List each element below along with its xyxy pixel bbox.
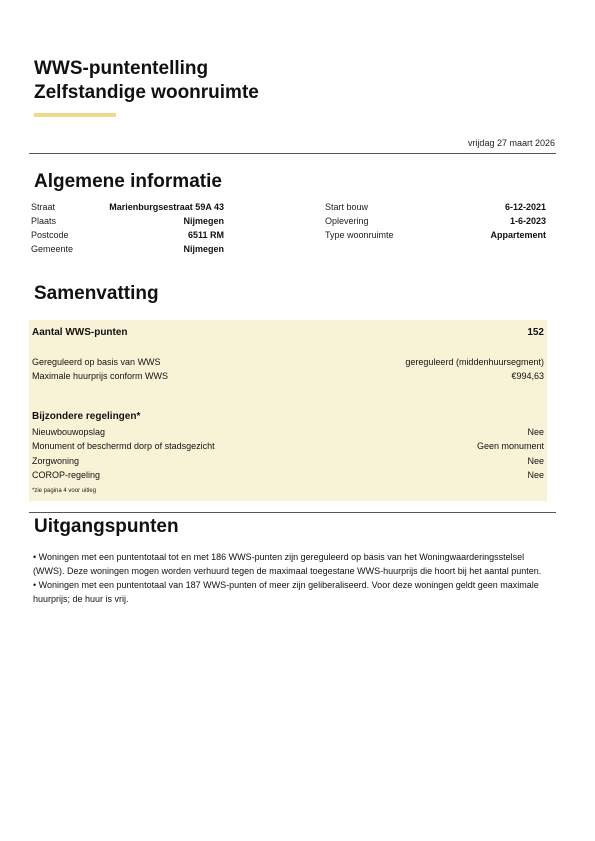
title-accent-bar bbox=[34, 113, 116, 117]
info-row-city bbox=[31, 214, 224, 228]
special-heading bbox=[32, 411, 544, 422]
info-row-street bbox=[31, 200, 224, 214]
special-row bbox=[32, 456, 544, 466]
info-value: Appartement bbox=[490, 230, 546, 240]
section-heading-summary: Samenvatting bbox=[34, 283, 159, 304]
page-title bbox=[34, 57, 259, 105]
regulated-value: gereguleerd (middenhuursegment) bbox=[405, 357, 544, 367]
info-label: Type woonruimte bbox=[325, 230, 394, 240]
summary-panel bbox=[29, 320, 547, 501]
points-value: 152 bbox=[527, 327, 544, 338]
special-value: Nee bbox=[527, 427, 544, 437]
principle-bullet: • Woningen met een puntentotaal tot en met 186 WWS-punten zijn gereguleerd op basis van het Woningwaarderingsstelsel (WWS). Deze woningen mogen worden verhuurd tegen de maximaal toegestane WWS-huurprijs die hoort bij het aantal punten. bbox=[33, 552, 542, 576]
regulated-row bbox=[32, 357, 544, 367]
info-value: Nijmegen bbox=[183, 216, 224, 226]
info-value: 1-6-2023 bbox=[509, 216, 546, 226]
footnote: *zie pagina 4 voor uitleg bbox=[32, 488, 97, 494]
info-value: Marienburgsestraat 59A 43 bbox=[109, 202, 224, 212]
principles-list bbox=[33, 550, 548, 606]
divider-summary bbox=[29, 512, 556, 513]
principle-bullet: • Woningen met een puntentotaal van 187 WWS-punten of meer zijn geliberaliseerd. Voor deze woningen geldt geen maximale huurprijs; de huur is vrij. bbox=[33, 580, 539, 604]
special-label: COROP-regeling bbox=[32, 470, 101, 480]
points-label: Aantal WWS-punten bbox=[32, 327, 128, 338]
special-label: Zorgwoning bbox=[32, 456, 80, 466]
info-label: Gemeente bbox=[31, 244, 74, 254]
special-label: Nieuwbouwopslag bbox=[32, 427, 106, 437]
document-date: vrijdag 27 maart 2026 bbox=[467, 138, 555, 148]
regulated-label: Gereguleerd op basis van WWS bbox=[32, 357, 161, 367]
section-heading-principles: Uitgangspunten bbox=[34, 516, 179, 537]
special-row bbox=[32, 427, 544, 437]
info-row-postcode bbox=[31, 228, 224, 242]
title-line-1: WWS-puntentelling bbox=[34, 58, 209, 79]
info-row-dwelling-type bbox=[325, 228, 546, 242]
info-label: Postcode bbox=[31, 230, 69, 240]
info-label: Start bouw bbox=[325, 202, 369, 212]
special-heading-label: Bijzondere regelingen* bbox=[32, 411, 141, 422]
special-row bbox=[32, 441, 544, 451]
info-value: 6511 RM bbox=[187, 230, 224, 240]
general-info-left bbox=[31, 200, 224, 256]
points-row bbox=[32, 327, 544, 338]
special-label: Monument of beschermd dorp of stadsgezicht bbox=[32, 441, 215, 451]
max-rent-row bbox=[32, 371, 544, 381]
max-rent-label: Maximale huurprijs conform WWS bbox=[32, 371, 169, 381]
info-label: Plaats bbox=[31, 216, 57, 226]
info-row-municipality bbox=[31, 242, 224, 256]
special-value: Geen monument bbox=[476, 441, 544, 451]
special-row bbox=[32, 470, 544, 480]
info-row-delivery bbox=[325, 214, 546, 228]
info-value: Nijmegen bbox=[183, 244, 224, 254]
special-value: Nee bbox=[527, 470, 544, 480]
info-row-start-build bbox=[325, 200, 546, 214]
info-label: Straat bbox=[31, 202, 56, 212]
special-value: Nee bbox=[527, 456, 544, 466]
info-label: Oplevering bbox=[325, 216, 369, 226]
info-value: 6-12-2021 bbox=[504, 202, 546, 212]
section-heading-general: Algemene informatie bbox=[34, 171, 222, 192]
general-info-right bbox=[325, 200, 546, 242]
divider-top bbox=[29, 153, 556, 154]
title-line-2: Zelfstandige woonruimte bbox=[34, 82, 259, 103]
max-rent-value: €994,63 bbox=[511, 371, 544, 381]
